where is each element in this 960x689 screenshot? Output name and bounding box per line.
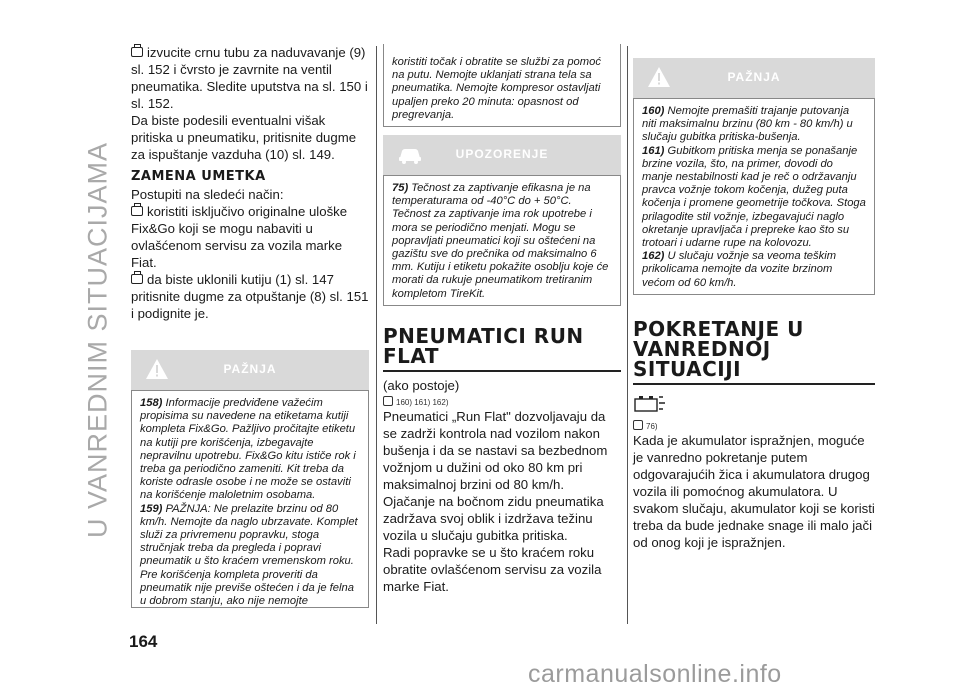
column-1 <box>131 44 369 608</box>
warning-title: PAŽNJA <box>727 70 781 84</box>
checkbox-bullet-icon <box>131 206 143 216</box>
section-heading: POKRETANJE U VANREDNOJ SITUACIJI <box>633 319 875 385</box>
paragraph: (ako postoje) <box>383 377 460 393</box>
reference-list: 76) <box>633 420 875 431</box>
watermark: carmanualsonline.info <box>528 660 782 688</box>
note-number: 162) <box>642 250 665 263</box>
column-divider <box>376 46 377 624</box>
paragraph: izvucite crnu tubu za naduvavanje (9) sl. 152 i čvrsto je zavrnite na ventil pneumatika. Sledite uputstva na sl. 150 i sl. 152. <box>131 45 368 111</box>
warning-box-continued: koristiti točak i obratite se službi za pomoć na putu. Nemojte uklanjati strana tela sa pneumatika. Nemojte kompresor ostavljati upaljen preko 20 minuta: opasnost od pregrevanja. <box>383 44 621 127</box>
note-text: Gubitkom pritiska menja se ponašanje brzine vozila, što, na primer, dovodi do manje nestabilnosti kad je reč o održavanju pravca vožnje tokom kočenja, dužeg puta kočenja i promene geometrije točkova. Stoga prilagodite stil vožnje, izbegavajući naglo okretanje upravljača i prepreke kao što su trotoari i udarne rupe na kolovozu. <box>642 144 866 250</box>
column-divider <box>627 46 628 624</box>
warning-banner <box>131 350 369 390</box>
section-side-title-text: U VANREDNIM SITUACIJAMA <box>82 141 113 539</box>
warning-box <box>633 98 875 295</box>
checkbox-bullet-icon <box>131 274 143 284</box>
note-number: 75) <box>392 182 409 195</box>
warning-banner <box>633 58 875 98</box>
paragraph: Postupiti na sledeći način: <box>131 187 284 202</box>
note-text: U slučaju vožnje sa veoma teškim prikolicama nemojte da vozite brzinom većom od 60 km/h. <box>642 250 837 289</box>
note-number: 161) <box>642 144 665 157</box>
reference-list: 160) 161) 162) <box>383 396 621 407</box>
warning-ref-icon <box>633 420 643 430</box>
battery-icon <box>633 393 667 413</box>
warning-box <box>131 390 369 608</box>
section-heading: PNEUMATICI RUN FLAT <box>383 326 621 372</box>
column-3 <box>633 58 875 551</box>
column-2 <box>383 44 621 595</box>
paragraph: koristiti isključivo originalne uloške Fix&Go koji se mogu nabaviti u ovlašćenom servisu za vozila marke Fiat. <box>131 204 348 270</box>
paragraph: Ojačanje na bočnom zidu pneumatika zadržava svoj oblik i izdržava težinu vozila u slučaju gubitka pritiska. <box>383 493 604 543</box>
note-number: 158) <box>140 397 163 409</box>
page-number: 164 <box>129 632 158 651</box>
paragraph: Pneumatici „Run Flat" dozvoljavaju da se zadrži kontrola nad vozilom nakon bušenja i da se nastavi sa bezbednom vožnjom u dužini od oko 80 km pri maksimalnoj brzini od 80 km/h. <box>383 408 608 492</box>
section-side-title <box>78 60 118 620</box>
paragraph: Radi popravke se u što kraćem roku obratite ovlašćenom servisu za vozila marke Fiat. <box>383 544 602 594</box>
checkbox-bullet-icon <box>131 47 143 57</box>
caution-box <box>383 175 621 306</box>
caution-banner <box>383 135 621 175</box>
warning-title: PAŽNJA <box>223 362 277 376</box>
note-text: Tečnost za zaptivanje efikasna je na temperaturama od -40°C do + 50°C. Tečnost za zaptivanje ima rok upotrebe i mora se periodično menjati. Mogu se popravljati pneumatici koji su oštećeni na gazištu sve do prečnika od maksimalno 6 mm. Kutiju i etiketu pokažite osoblju koje će morati da rukuje pneumatikom tretiranim kompletom TireKit. <box>392 182 609 300</box>
note-number: 160) <box>642 105 665 117</box>
note-text: Informacije predviđene važećim propisima su navedene na etiketama kutiji kompleta Fix&Go. Pažljivo pročitajte etiketu na kutiji pre korišćenja, izbegavajte nepravilnu upotrebu. Fix&Go kitu ističe rok i treba ga periodično zameniti. Kit treba da koriste odrasle osobe i ne može se ostaviti na korišćenje maloletnim osobama. <box>140 397 356 502</box>
note-text: Nemojte premašiti trajanje putovanja niti maksimalnu brzinu (80 km - 80 km/h) u slučaju gubitka pritiska-bušenja. <box>642 105 853 144</box>
warning-ref-icon <box>383 396 393 406</box>
paragraph: da biste uklonili kutiju (1) sl. 147 pritisnite dugme za otpuštanje (8) sl. 151 i podignite je. <box>131 272 369 321</box>
note-number: 159) <box>140 502 163 515</box>
paragraph: Kada je akumulator ispražnjen, moguće je vanredno pokretanje putem odgovarajućih žica i akumulatora drugog vozila ili pomoćnog akumulatora. U svakom slučaju, akumulator koji se koristi treba da bude jednake snage ili malo jači od onog koji je ispražnjen. <box>633 432 875 550</box>
section-heading: ZAMENA UMETKA <box>131 169 266 184</box>
note-text: PAŽNJA: Ne prelazite brzinu od 80 km/h. Nemojte da naglo ubrzavate. Komplet služi za privremenu popravku, stoga stručnjak treba da pregleda i popravi pneumatik u što kraćem vremenskom roku. Pre korišćenja kompleta proveriti da pneumatik nije previše oštećen i da je felna u dobrom stanju, ako nije nemojte <box>140 502 358 608</box>
paragraph: Da biste podesili eventualni višak pritiska u pneumatiku, pritisnite dugme za ispuštanje vazduha (10) sl. 149. <box>131 113 357 162</box>
caution-title: UPOZORENJE <box>455 147 549 162</box>
